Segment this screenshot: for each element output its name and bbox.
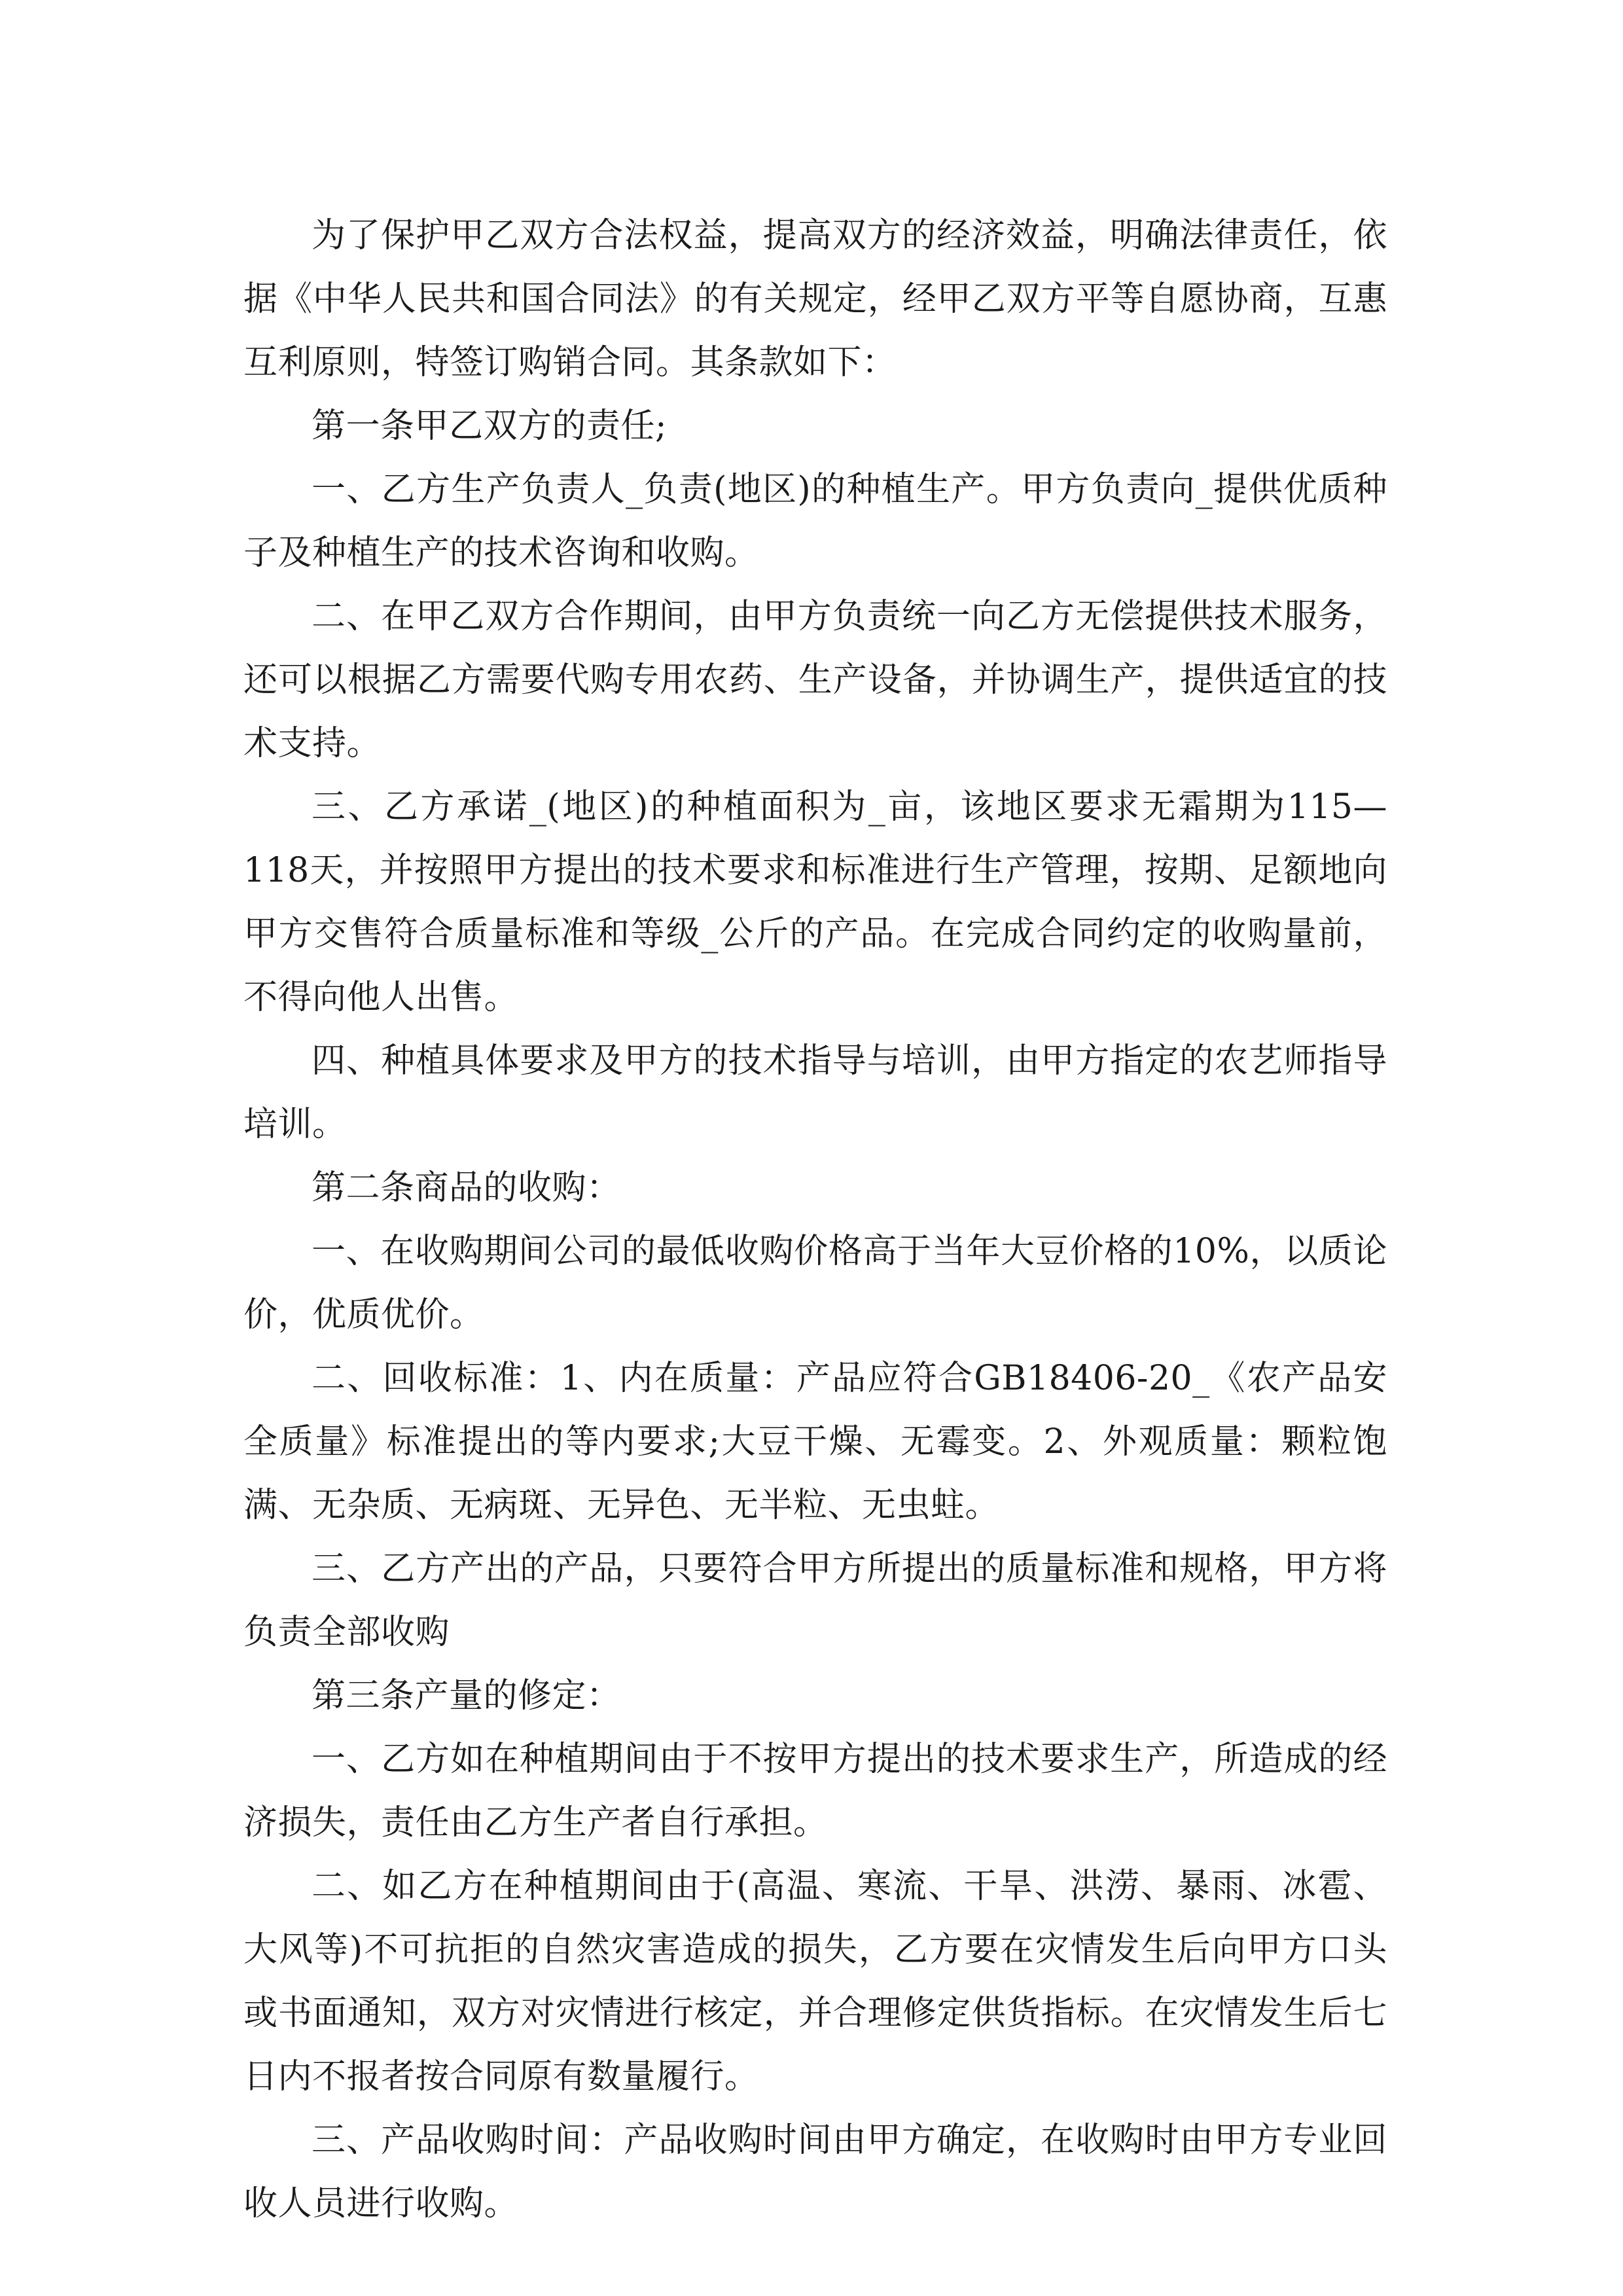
article-1-heading: 第一条甲乙双方的责任; [312, 406, 668, 446]
article-3-clause-3: 三、产品收购时间：产品收购时间由甲方确定，在收购时由甲方专业回收人员进行收购。 [243, 2121, 1387, 2223]
article-3-clause-1: 一、乙方如在种植期间由于不按甲方提出的技术要求生产，所造成的经济损失，责任由乙方生产者自行承担。 [243, 1740, 1387, 1842]
intro-paragraph: 为了保护甲乙双方合法权益，提高双方的经济效益，明确法律责任，依据《中华人民共和国合同法》的有关规定，经甲乙双方平等自愿协商，互惠互利原则，特签订购销合同。其条款如下： [243, 216, 1387, 382]
article-2-heading: 第二条商品的收购： [312, 1168, 621, 1208]
article-3-heading: 第三条产量的修定： [312, 1676, 621, 1715]
article-2-clause-1: 一、在收购期间公司的最低收购价格高于当年大豆价格的10%，以质论价，优质优价。 [243, 1232, 1387, 1335]
article-1-clause-3: 三、乙方承诺_(地区)的种植面积为_亩，该地区要求无霜期为115—118天，并按照甲方提出的技术要求和标准进行生产管理，按期、足额地向甲方交售符合质量标准和等级_公斤的产品。在完成合同约定的收购量前，不得向他人出售。 [243, 787, 1387, 1017]
article-1-clause-1: 一、乙方生产负责人_负责(地区)的种植生产。甲方负责向_提供优质种子及种植生产的技术咨询和收购。 [243, 470, 1387, 573]
article-1-clause-4: 四、种植具体要求及甲方的技术指导与培训，由甲方指定的农艺师指导培训。 [243, 1041, 1387, 1144]
article-3-clause-2: 二、如乙方在种植期间由于(高温、寒流、干旱、洪涝、暴雨、冰雹、大风等)不可抗拒的自然灾害造成的损失，乙方要在灾情发生后向甲方口头或书面通知，双方对灾情进行核定，并合理修定供货指标。在灾情发生后七日内不报者按合同原有数量履行。 [243, 1867, 1387, 2096]
article-2-clause-2: 二、回收标准：1、内在质量：产品应符合GB18406-20_《农产品安全质量》标准提出的等内要求;大豆干燥、无霉变。2、外观质量：颗粒饱满、无杂质、无病斑、无异色、无半粒、无虫蛀。 [243, 1359, 1387, 1525]
article-2-clause-3: 三、乙方产出的产品，只要符合甲方所提出的质量标准和规格，甲方将负责全部收购 [243, 1549, 1387, 1652]
document-body [243, 204, 1387, 2236]
article-1-clause-2: 二、在甲乙双方合作期间，由甲方负责统一向乙方无偿提供技术服务，还可以根据乙方需要代购专用农药、生产设备，并协调生产，提供适宜的技术支持。 [243, 597, 1387, 763]
